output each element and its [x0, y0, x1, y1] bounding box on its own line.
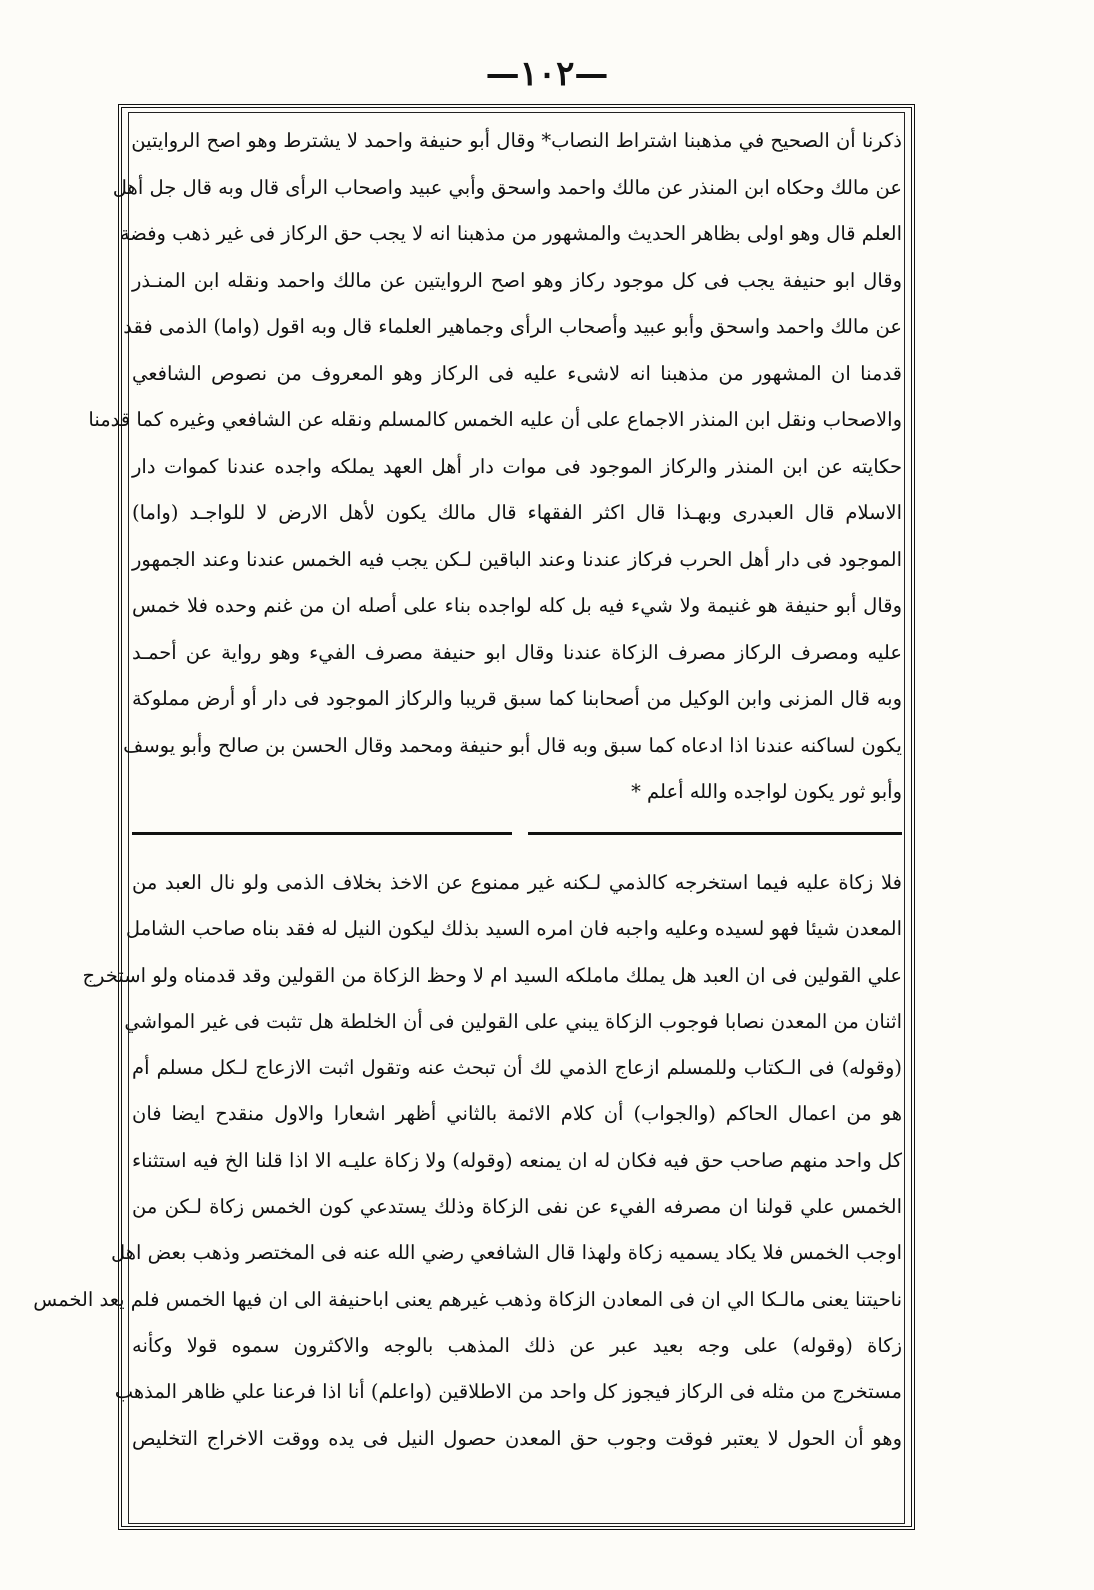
text-line: علي القولين فى ان العبد هل يملك ماملكه السيد ام لا وحظ الزكاة من القولين وقد قدمناه ولو استخرج — [82, 963, 902, 987]
text-line: فلا زكاة عليه فيما استخرجه كالذمي لـكنه غير ممنوع عن الاخذ بخلاف الذمى ولو نال العبد من — [132, 871, 902, 894]
main-text-section — [88, 118, 902, 816]
text-line: وقال ابو حنيفة يجب فى كل موجود ركاز وهو اصح الروايتين عن مالك واحمد ونقله ابن المنـذر — [132, 268, 902, 292]
section-divider — [132, 832, 512, 835]
text-line: ناحيتنا يعنى مالـكا الي ان فى المعادن الزكاة وذهب غيرهم يعنى اباحنيفة الى ان فيها الخمس فلم يعد الخمس — [33, 1287, 902, 1311]
text-line: وقال أبو حنيفة هو غنيمة ولا شيء فيه بل كله لواجده بناء على أصله ان من غنم وحده فلا خمس — [132, 594, 902, 617]
text-line: والاصحاب ونقل ابن المنذر الاجماع على أن عليه الخمس كالمسلم ونقله عن الشافعي وغيره كما قدمنا — [88, 408, 902, 431]
text-line: العلم قال وهو اولى بظاهر الحديث والمشهور من مذهبنا انه لا يجب حق الركاز فى غير ذهب وفضة — [119, 222, 902, 245]
text-line: اوجب الخمس فلا يكاد يسميه زكاة ولهذا قال الشافعي رضي الله عنه فى المختصر وذهب بعض اهل — [110, 1241, 902, 1265]
text-line: هو من اعمال الحاكم (والجواب) أن كلام الائمة بالثاني أظهر اشعارا والاول منقدح ايضا فان — [132, 1102, 902, 1126]
text-line: مستخرج من مثله فى الركاز فيجوز كل واحد من الاطلاقين (واعلم) أنا اذا فرعنا علي ظاهر المذهب — [114, 1380, 902, 1404]
text-line: وأبو ثور يكون لواجده والله أعلم * — [631, 780, 902, 803]
text-line: وهو أن الحول لا يعتبر فوقت وجوب حق المعدن حصول النيل فى يده ووقت الاخراج التخليص — [132, 1426, 902, 1450]
text-line: ذكرنا أن الصحيح في مذهبنا اشتراط النصاب* وقال أبو حنيفة واحمد لا يشترط وهو اصح الروايتين — [131, 129, 902, 152]
text-line: عن مالك وحكاه ابن المنذر عن مالك واحمد واسحق وأبي عبيد واصحاب الرأى قال وبه قال جل أهل — [112, 175, 902, 199]
text-line: قدمنا ان المشهور من مذهبنا انه لاشىء عليه فى الركاز وهو المعروف من نصوص الشافعي — [132, 361, 902, 385]
text-line: زكاة (وقوله) على وجه بعيد عبر عن ذلك المذهب بالوجه والاكثرون سموه قولا وكأنه — [132, 1333, 902, 1357]
text-line: عليه ومصرف الركاز مصرف الزكاة عندنا وقال ابو حنيفة مصرف الفيء وهو رواية عن أحمـد — [132, 640, 902, 664]
page-number: —١٠٢— — [485, 54, 609, 94]
text-line: يكون لساكنه عندنا اذا ادعاه كما سبق وبه قال أبو حنيفة ومحمد وقال الحسن بن صالح وأبو يوسف — [123, 733, 902, 757]
text-line: كل واحد منهم صاحب حق فيه فكان له ان يمنعه (وقوله) ولا زكاة عليـه الا اذا قلنا الخ فيه استثناء — [132, 1148, 902, 1172]
text-line: (وقوله) فى الـكتاب وللمسلم ازعاج الذمي لك أن تبحث عنه وتقول اثبت الازعاج لـكل مسلم أم — [132, 1056, 902, 1080]
text-line: حكايته عن ابن المنذر والركاز الموجود فى موات دار أهل العهد يملكه واجده عندنا كموات دار — [132, 454, 902, 478]
text-line: اثنان من المعدن نصابا فوجوب الزكاة يبني على القولين فى أن الخلطة هل تثبت فى غير المواشي — [124, 1009, 902, 1033]
text-line: المعدن شيئا فهو لسيده وعليه واجبه فان امره السيد بذلك ليكون النيل له فقد بناه صاحب الشامل — [125, 917, 902, 941]
text-line: الاسلام قال العبدرى وبهـذا قال اكثر الفقهاء قال مالك يكون لأهل الارض لا للواجـد (واما) — [132, 501, 902, 524]
commentary-text-section — [33, 860, 902, 1462]
text-line: عن مالك واحمد واسحق وأبو عبيد وأصحاب الرأى وجماهير العلماء قال وبه اقول (واما) الذمى فقد — [123, 315, 902, 338]
text-line: وبه قال المزنى وابن الوكيل من أصحابنا كما سبق قريبا والركاز الموجود فى دار أو أرض مملوكة — [132, 687, 902, 710]
text-line: الموجود فى دار أهل الحرب فركاز عندنا وعند الباقين لـكن يجب فيه الخمس عندنا وعند الجمهور — [132, 547, 902, 571]
section-divider — [528, 832, 902, 835]
text-line: الخمس علي قولنا ان مصرفه الفيء عن نفى الزكاة وذلك يستدعي كون الخمس زكاة لـكن من — [132, 1195, 902, 1219]
